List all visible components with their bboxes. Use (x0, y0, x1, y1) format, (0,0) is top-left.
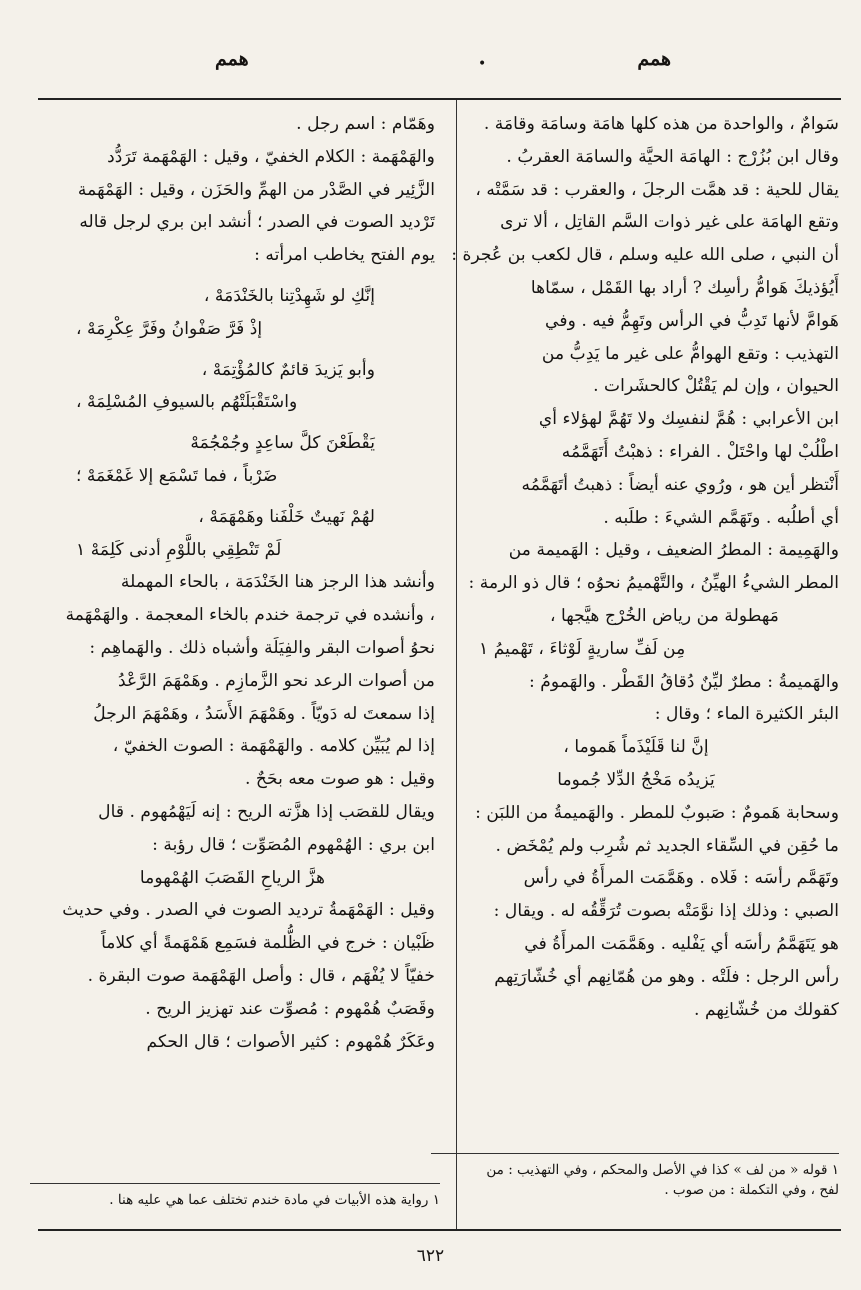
text-line: أي أطلُبه . وتَهَمَّم الشيءَ : طلَبه . (603, 507, 839, 528)
text-line: والهَميمةُ : مطرٌ ليِّنٌ دُقاقُ القَطْر . والهَمومُ : (529, 671, 839, 692)
text-line: الصبي : وذلك إذا نوَّمَتْه بصوت تُرَقِّقُه له . ويقال : (493, 901, 839, 922)
text-line: وأنشد هذا الرجز هنا الخَنْدَمَة ، بالحاء المهملة (120, 572, 435, 593)
text-line: هو يَتَهَمَّمُ رأسَه أي يَفْليه . وهَمَّمَت المرأَةُ في (524, 933, 839, 954)
text-line: تَرْديد الصوت في الصدر ؛ أنشد ابن بري لرجل قاله (79, 212, 435, 233)
text-line: وقيل : هو صوت معه بحَحٌ . (244, 769, 435, 790)
text-line: والهَمْهَمة : الكلام الخفيّ ، وقيل : الهَمْهَمة تَرَدُّد (107, 146, 435, 167)
text-line: هَوامَّ لأنها تَدِبُّ في الرأس وتَهِمُّ فيه . وفي (545, 310, 839, 331)
text-line: من أصوات الرعد نحو الزَّمازِم . وهَمْهَمَ الرَّعْدُ (117, 670, 435, 691)
text-line: البئر الكثيرة الماء ؛ وقال : (654, 704, 839, 725)
footnote-line: ١ قوله « من لف » كذا في الأصل والمحكم ، وفي التهذيب : من (486, 1162, 839, 1178)
verse-line: وأبو يَزيدَ قائمٌ كالمُؤْتِمَهْ ، (201, 359, 375, 380)
header-right-word: همم (637, 48, 671, 70)
verse-line: ضَرْباً ، فما تَسْمَع إلا غَمْغَمَهْ ؛ (76, 465, 278, 486)
text-line: اطْلُبْ لها واحْتَلْ . الفراء : ذهبْتُ أَتَهَمَّمُه (561, 441, 839, 462)
verse-line: هزَّ الرياحِ القَصَبَ الهُمْهوما (139, 867, 326, 888)
text-line: ابن بري : الهُمْهوم المُصَوِّت ؛ قال رؤبة : (152, 834, 435, 855)
text-line: يوم الفتح يخاطب امرأته : (254, 245, 435, 266)
text-line: وسحابة هَمومٌ : صَبوبٌ للمطر . والهَميمةُ من اللبَن : (475, 802, 839, 823)
verse-line: يَقْطَعْنَ كلَّ ساعِدٍ وجُمْجُمَهْ (190, 433, 375, 454)
footnote-rule (30, 1183, 440, 1184)
left-column (30, 108, 435, 1058)
text-line: إذا سمعتَ له دَويّاً . وهَمْهَمَ الأَسَدُ ، وهَمْهَمَ الرجلُ (93, 703, 435, 724)
text-line: نحوُ أصوات البقر والفِيَلَة وأشباه ذلك . والهَماهِم : (89, 637, 435, 658)
verse-line: إنَّكِ لو شَهِدْتِنا بالخَنْدَمَهْ ، (203, 285, 375, 306)
footnote-rule (431, 1153, 839, 1154)
right-footnote (434, 1160, 839, 1200)
text-line: كقولك من خُشّانِهم . (694, 999, 839, 1020)
text-line: إذا لم يُبَيِّن كلامه . والهَمْهَمة : الصوت الخفيّ ، (112, 736, 435, 757)
text-line: أن النبي ، صلى الله عليه وسلم ، قال لكعب بن عُجرة : (451, 245, 839, 266)
header-left-word: همم (215, 48, 249, 70)
text-line: المطر الشيءُ الهيِّنُ ، والتَّهْميمُ نحوُه ؛ قال ذو الرمة : (468, 573, 839, 594)
text-line: ابن الأعرابي : هُمَّ لنفسِك ولا تَهُمَّ لهؤلاء أي (538, 409, 839, 430)
verse-line: إذْ فَرَّ صَفْوانُ وفَرَّ عِكْرِمَهْ ، (76, 318, 263, 339)
bottom-rule (38, 1229, 841, 1231)
footnote-line: لفح ، وفي التكملة : من صوب . (664, 1182, 839, 1198)
text-line: أَنْتظر أين هو ، ورُوي عنه أيضاً : ذهبتُ أتَهَمَّمُه (521, 474, 839, 495)
text-line: وقيل : الهَمْهَمةُ ترديد الصوت في الصدر . وفي حديث (62, 900, 435, 921)
top-rule (38, 98, 841, 100)
text-line: ظَبْيان : خرج في الظُّلمة فسَمِع هَمْهَمةً أي كلاماً (101, 933, 435, 954)
text-line: الحيوان ، وإن لم يَقْتُلْ كالحشَرات . (593, 376, 839, 397)
verse-line: لَمْ تَنْطِقِي باللَّوْمِ أدنى كَلِمَهْ ١ (76, 539, 282, 560)
verse-line: مَهطولة من رياض الخُرْج هيَّجها ، (549, 605, 779, 626)
page-number: ٦٢٢ (416, 1246, 445, 1266)
header-mark: • (478, 56, 487, 72)
left-footnote: ١ رواية هذه الأبيات في مادة خندم تختلف عما هي عليه هنا . (109, 1192, 440, 1208)
text-line: سَوامٌ ، والواحدة من هذه كلها هامَة وسامَة وقامَة . (483, 114, 839, 134)
text-line: وقَصَبٌ هُمْهوم : مُصوِّت عند تهزيز الريح . (145, 998, 435, 1019)
text-line: وقال ابن بُزُرْج : الهامَة الحيَّة والسامَة العقربُ . (506, 146, 839, 167)
text-line: خفيّاً لا يُفْهَم ، قال : وأصل الهَمْهَمة صوت البقرة . (87, 965, 435, 986)
right-column (433, 108, 839, 1026)
text-line: وتقع الهامَة على غير ذوات السَّم القاتِل ، ألا ترى (500, 212, 839, 233)
verse-line: يَزيدُه مَخْجُ الدِّلا جُموما (557, 769, 715, 790)
verse-line: مِن لَفِّ ساريةٍ لَوْثاءَ ، تَهْميمُ ١ (479, 638, 686, 659)
verse-line: لهُمْ نَهيتٌ خَلْفَنا وهَمْهَمَهْ ، (198, 506, 375, 527)
text-line: والهَمِيمة : المطرُ الضعيف ، وقيل : الهَميمة من (508, 540, 839, 561)
verse-line: إنَّ لنا قَلَيْذَماً هَموما ، (563, 737, 709, 758)
text-line: التهذيب : وتقع الهوامُّ على غير ما يَدِبُّ من (541, 343, 839, 364)
text-line: رأس الرجل : فلَتْه . وهو من هُمّانِهم أي خُشّارَتِهم (494, 966, 839, 987)
text-line: وهَمّام : اسم رجل . (296, 114, 435, 134)
verse-line: واسْتَقْبَلَتْهُم بالسيوفِ المُسْلِمَهْ ، (76, 392, 298, 413)
text-line: الزَّئِير في الصَّدْر من الهمِّ والحَزَن ، وقيل : الهَمْهَمة (77, 179, 435, 200)
text-line: ، وأنشده في ترجمة خندم بالخاء المعجمة . والهَمْهَمة (65, 605, 435, 626)
text-line: ويقال للقصَب إذا هزَّته الريح : إنه لَيَهْمُهوم . قال (98, 801, 435, 822)
text-line: يقال للحية : قد همَّت الرجلَ ، والعقرب : قد سَمَّتْه ، (475, 179, 839, 200)
text-line: وتَهَمَّم رأسَه : فَلاه . وهَمَّمَت المرأَةُ في رأس (523, 868, 839, 889)
text-line: وعَكَرٌ هُمْهوم : كثير الأصوات ؛ قال الحكم (146, 1031, 435, 1052)
text-line: ما حُقِن في السِّقاء الجديد ثم شُرِب ولم يُمْخَض . (495, 835, 839, 856)
text-line: أَيُؤذيكَ هَوامُّ رأسِك ? أراد بها القَمْل ، سمّاها (530, 277, 839, 298)
